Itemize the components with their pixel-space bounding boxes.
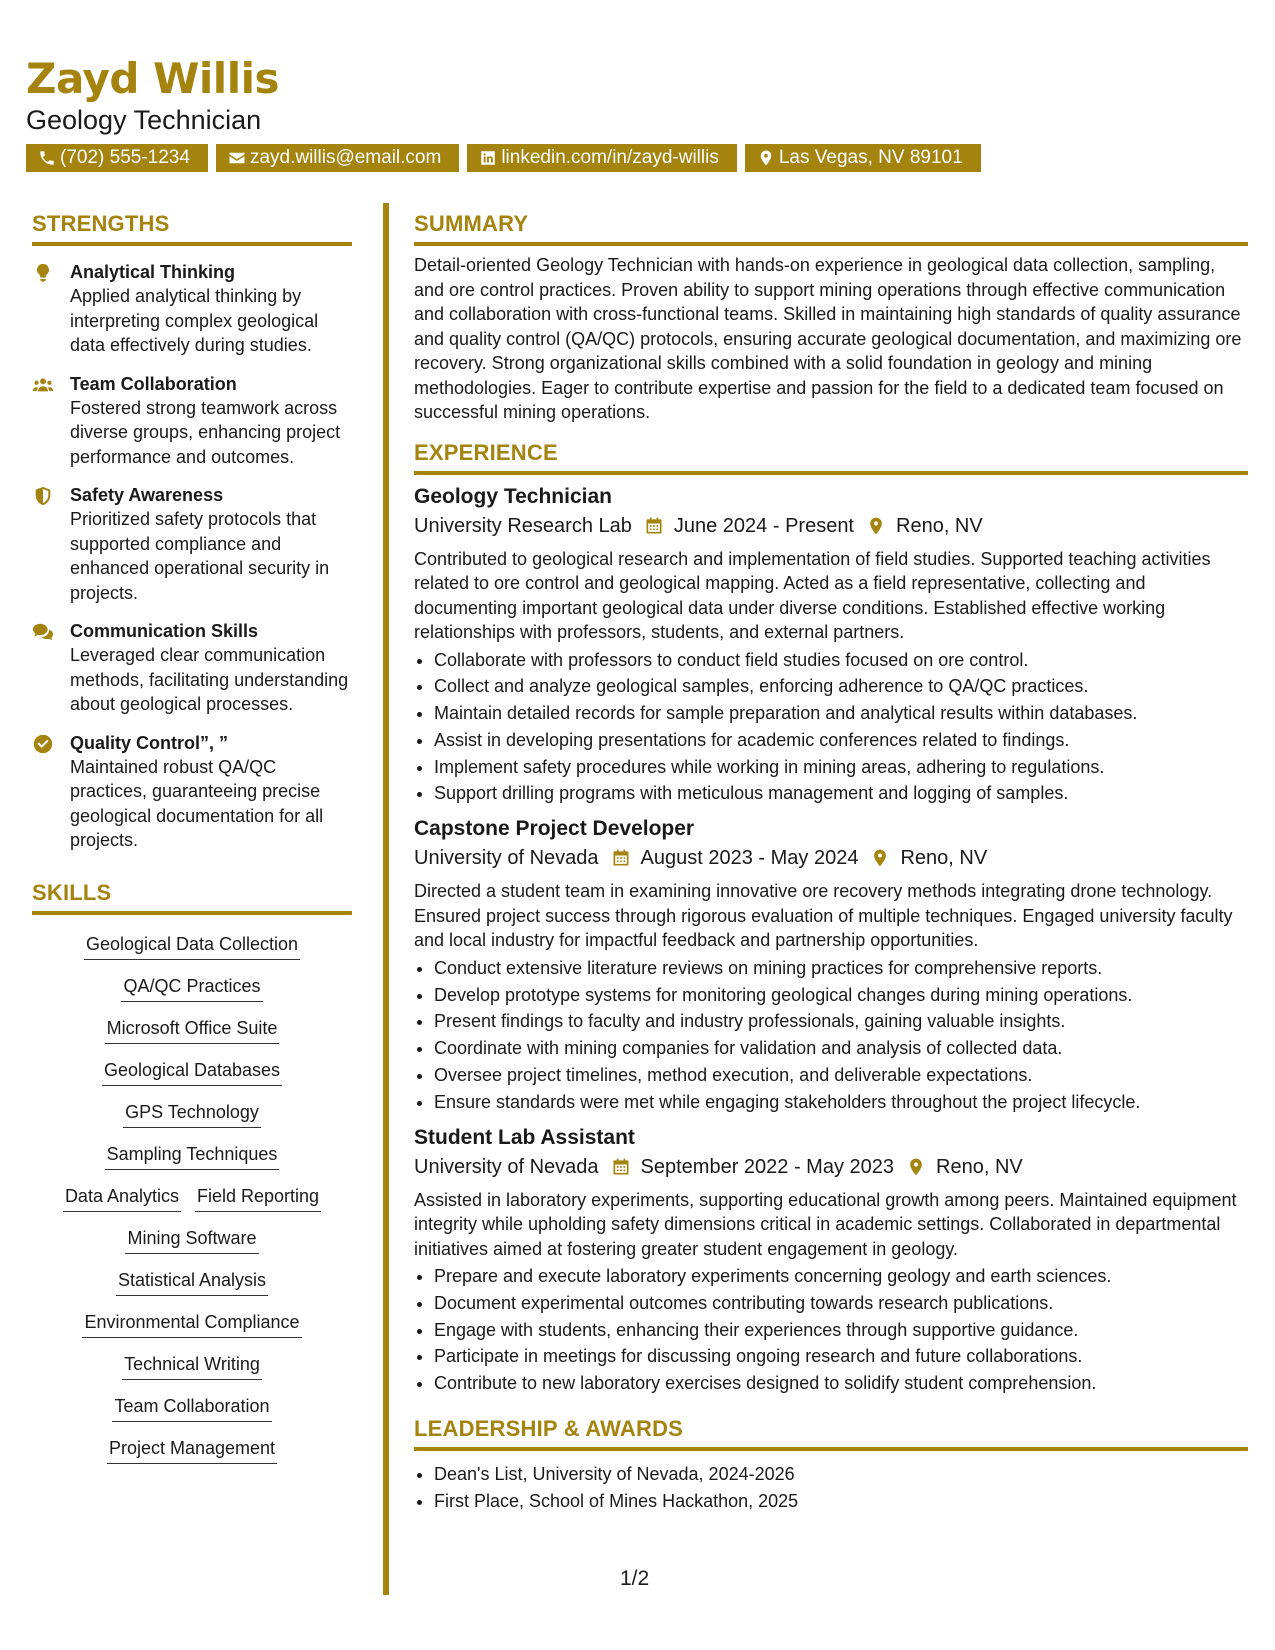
check-circle-icon — [32, 733, 54, 755]
list-item: • Oversee project timelines, method execution, and deliverable expectations. — [434, 1062, 1248, 1089]
strength-title: Communication Skills — [70, 621, 259, 641]
contact-email-text: zayd.willis@email.com — [249, 146, 442, 168]
leadership-list — [414, 1461, 1248, 1515]
contact-linkedin — [467, 144, 737, 172]
skill-tag: Data Analytics — [63, 1183, 181, 1212]
calendar-icon — [611, 1157, 631, 1177]
users-icon — [32, 374, 54, 396]
skill-tag: Statistical Analysis — [116, 1267, 268, 1296]
list-item: • Engage with students, enhancing their experiences through supportive guidance. — [434, 1317, 1248, 1344]
contact-location-text: Las Vegas, NV 89101 — [778, 146, 963, 168]
job-org: University of Nevada — [414, 847, 599, 870]
job-dates: June 2024 - Present — [673, 514, 854, 537]
list-item: • Develop prototype systems for monitoring geological changes during mining operations. — [434, 982, 1248, 1009]
job-dates: September 2022 - May 2023 — [640, 1155, 895, 1178]
skill-tag: Geological Databases — [102, 1057, 282, 1086]
skill-tag: Environmental Compliance — [82, 1309, 301, 1338]
strength-item — [32, 372, 352, 470]
location-pin-icon — [870, 848, 890, 868]
job-bullets — [414, 1263, 1248, 1397]
job-dates: August 2023 - May 2024 — [640, 847, 859, 870]
phone-icon — [38, 149, 56, 167]
contact-phone-text: (702) 555-1234 — [60, 146, 190, 168]
strength-title: Team Collaboration — [70, 373, 237, 394]
list-item: • Contribute to new laboratory exercises designed to solidify student comprehension. — [434, 1370, 1248, 1397]
column-divider — [383, 203, 389, 1595]
strengths-heading: STRENGTHS — [32, 206, 352, 246]
list-item: • Document experimental outcomes contributing towards research publications. — [434, 1290, 1248, 1317]
strength-title: Quality Control”, ” — [70, 732, 229, 753]
job-meta — [414, 843, 1248, 873]
location-pin-icon — [757, 149, 775, 167]
list-item: • Implement safety procedures while working in mining areas, adhering to regulations. — [434, 754, 1248, 781]
job-bullets — [414, 955, 1248, 1116]
skill-tag: Field Reporting — [195, 1183, 321, 1212]
contact-phone — [26, 144, 208, 172]
strength-item — [32, 731, 352, 853]
skill-tag: QA/QC Practices — [121, 973, 262, 1002]
list-item: • Dean's List, University of Nevada, 2024-2026 — [434, 1461, 1248, 1488]
job-entry — [414, 483, 1248, 808]
list-item: • Assist in developing presentations for academic conferences related to findings. — [434, 727, 1248, 754]
list-item: • Support drilling programs with meticulous management and logging of samples. — [434, 780, 1248, 807]
strength-item — [32, 619, 352, 717]
strength-desc: Maintained robust QA/QC practices, guaranteeing precise geological documentation for all projects. — [70, 756, 324, 850]
job-title: Capstone Project Developer — [414, 817, 695, 841]
skill-tag: Project Management — [107, 1435, 277, 1464]
list-item: • Present findings to faculty and industry professionals, gaining valuable insights. — [434, 1008, 1248, 1035]
job-location: Reno, NV — [900, 847, 988, 870]
strength-item — [32, 260, 352, 358]
job-description: Assisted in laboratory experiments, supporting educational growth among peers. Maintained equipment integrity while upholding safety dimensions critical in academic settings. Collaborated in departmental initiatives aimed at fostering greater student engagement in geology. — [414, 1189, 1237, 1259]
list-item: • Prepare and execute laboratory experiments concerning geology and earth sciences. — [434, 1263, 1248, 1290]
skill-tag: Team Collaboration — [112, 1393, 271, 1422]
skill-tag: GPS Technology — [123, 1099, 261, 1128]
list-item: • Collect and analyze geological samples, enforcing adherence to QA/QC practices. — [434, 673, 1248, 700]
right-column — [414, 206, 1248, 1515]
job-entry — [414, 815, 1248, 1115]
strength-desc: Fostered strong teamwork across diverse groups, enhancing project performance and outcomes. — [70, 397, 341, 467]
skills-list — [32, 931, 352, 1464]
candidate-name: Zayd Willis — [26, 54, 279, 103]
linkedin-icon — [479, 149, 497, 167]
job-org: University Research Lab — [414, 514, 632, 537]
skill-tag: Sampling Techniques — [105, 1141, 280, 1170]
contact-email — [216, 144, 459, 172]
job-location: Reno, NV — [896, 514, 983, 537]
location-pin-icon — [906, 1157, 926, 1177]
job-description: Contributed to geological research and implementation of field studies. Supported teaching activities related to ore control and geological mapping. Acted as a field representative, collecting and documenting important geological data under diverse conditions. Established effective working relationships with professors, students, and external partners. — [414, 548, 1211, 642]
strength-desc: Applied analytical thinking by interpreting complex geological data effectively during studies. — [70, 286, 319, 355]
job-meta — [414, 511, 1248, 541]
calendar-icon — [611, 848, 631, 868]
skills-heading: SKILLS — [32, 875, 352, 915]
strength-item — [32, 483, 352, 605]
calendar-icon — [644, 516, 664, 536]
contact-bar — [26, 144, 1246, 172]
skill-tag: Mining Software — [125, 1225, 258, 1254]
candidate-title: Geology Technician — [26, 105, 262, 135]
list-item: • Participate in meetings for discussing ongoing research and future collaborations. — [434, 1343, 1248, 1370]
job-location: Reno, NV — [936, 1155, 1023, 1178]
summary-text: Detail-oriented Geology Technician with hands-on experience in geological data collection, sampling, and ore control practices. Proven ability to support mining operations through effective communication and collaboration with cross-functional teams. Skilled in maintaining high standards of quality assurance and quality control (QA/QC) protocols, ensuring accurate geological documentation, and maximizing ore recovery. Strong organizational skills combined with a solid foundation in geology and mining methodologies. Eager to contribute expertise and passion for the field to a dedicated team focused on successful mining operations. — [414, 255, 1242, 422]
chat-bubbles-icon — [32, 621, 54, 643]
list-item: • Coordinate with mining companies for validation and analysis of collected data. — [434, 1035, 1248, 1062]
summary-heading: SUMMARY — [414, 206, 1248, 246]
list-item: • First Place, School of Mines Hackathon, 2025 — [434, 1488, 1248, 1515]
contact-linkedin-text: linkedin.com/in/zayd-willis — [501, 146, 719, 168]
lightbulb-icon — [32, 262, 54, 284]
skill-tag: Geological Data Collection — [84, 931, 300, 960]
list-item: • Conduct extensive literature reviews on mining practices for comprehensive reports. — [434, 955, 1248, 982]
contact-location — [745, 144, 981, 172]
skill-tag: Technical Writing — [122, 1351, 262, 1380]
resume-header — [26, 54, 1246, 172]
experience-heading: EXPERIENCE — [414, 435, 1248, 475]
list-item: • Collaborate with professors to conduct field studies focused on ore control. — [434, 647, 1248, 674]
strength-title: Safety Awareness — [70, 485, 224, 505]
location-pin-icon — [866, 516, 886, 536]
list-item: • Maintain detailed records for sample preparation and analytical results within databases. — [434, 700, 1248, 727]
job-description: Directed a student team in examining innovative ore recovery methods integrating drone technology. Ensured project success through rigorous evaluation of multiple techniques. Engaged university faculty and local industry for impactful feedback and partnership opportunities. — [414, 881, 1233, 951]
job-bullets — [414, 647, 1248, 808]
strength-desc: Leveraged clear communication methods, facilitating understanding about geological processes. — [70, 645, 349, 714]
envelope-icon — [228, 149, 246, 167]
strength-title: Analytical Thinking — [70, 262, 236, 282]
list-item: • Ensure standards were met while engaging stakeholders throughout the project lifecycle. — [434, 1089, 1248, 1116]
leadership-heading: LEADERSHIP & AWARDS — [414, 1411, 1248, 1451]
left-column — [32, 206, 352, 1464]
job-title: Geology Technician — [414, 484, 612, 508]
strength-desc: Prioritized safety protocols that supported compliance and enhanced operational security in projects. — [70, 509, 330, 603]
job-org: University of Nevada — [414, 1155, 599, 1178]
job-title: Student Lab Assistant — [414, 1125, 635, 1149]
job-entry — [414, 1124, 1248, 1397]
skill-tag: Microsoft Office Suite — [105, 1015, 280, 1044]
shield-icon — [32, 485, 54, 507]
page-number: 1/2 — [620, 1567, 650, 1590]
job-meta — [414, 1152, 1248, 1182]
